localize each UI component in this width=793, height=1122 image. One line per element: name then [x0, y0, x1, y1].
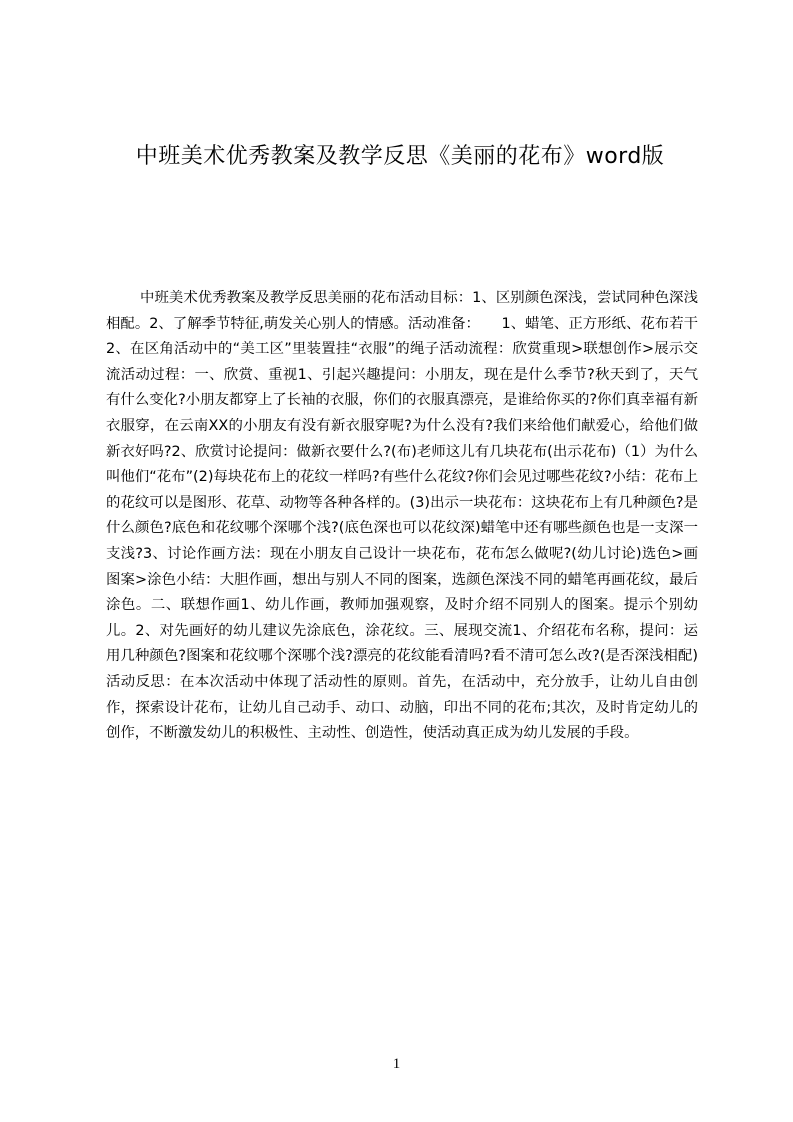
page-number: 1	[392, 1056, 401, 1072]
document-body: 中班美术优秀教案及教学反思美丽的花布活动目标：1、区别颜色深浅，尝试同种色深浅相配。2、了解季节特征,萌发关心别人的情感。活动准备： 1、蜡笔、正方形纸、花布若干2、在区角活动中的“美工区”里装置挂“衣服”的绳子活动流程：欣赏重现>联想创作>展示交流活动过程：一、欣赏、重视1、引起兴趣提问：小朋友，现在是什么季节?秋天到了，天气有什么变化?小朋友都穿上了长袖的衣服，你们的衣服真漂亮，是谁给你买的?你们真幸福有新衣服穿，在云南XX的小朋友有没有新衣服穿呢?为什么没有?我们来给他们献爱心，给他们做新衣好吗?2、欣赏讨论提问：做新衣要什么?(布)老师这儿有几块花布(出示花布)（1）为什么叫他们“花布”(2)每块花布上的花纹一样吗?有些什么花纹?你们会见过哪些花纹?小结：花布上的花纹可以是图形、花草、动物等各种各样的。(3)出示一块花布：这块花布上有几种颜色?是什么颜色?底色和花纹哪个深哪个浅?(底色深也可以花纹深)蜡笔中还有哪些颜色也是一支深一支浅?3、讨论作画方法：现在小朋友自己设计一块花布，花布怎么做呢?(幼儿讨论)选色>画图案>涂色小结：大胆作画，想出与别人不同的图案，选颜色深浅不同的蜡笔再画花纹，最后涂色。二、联想作画1、幼儿作画，教师加强观察，及时介绍不同别人的图案。提示个别幼儿。2、对先画好的幼儿建议先涂底色，涂花纹。三、展现交流1、介绍花布名称，提问：运用几种颜色?图案和花纹哪个深哪个浅?漂亮的花纹能看清吗?看不清可怎么改?(是否深浅相配)活动反思：在本次活动中体现了活动性的原则。首先，在活动中，充分放手，让幼儿自由创作，探索设计花布，让幼儿自己动手、动口、动脑，印出不同的花布;其次，及时肯定幼儿的创作，不断激发幼儿的积极性、主动性、创造性，使活动真正成为幼儿发展的手段。	[106, 290, 698, 742]
document-title: 中班美术优秀教案及教学反思《美丽的花布》word版	[135, 144, 665, 169]
